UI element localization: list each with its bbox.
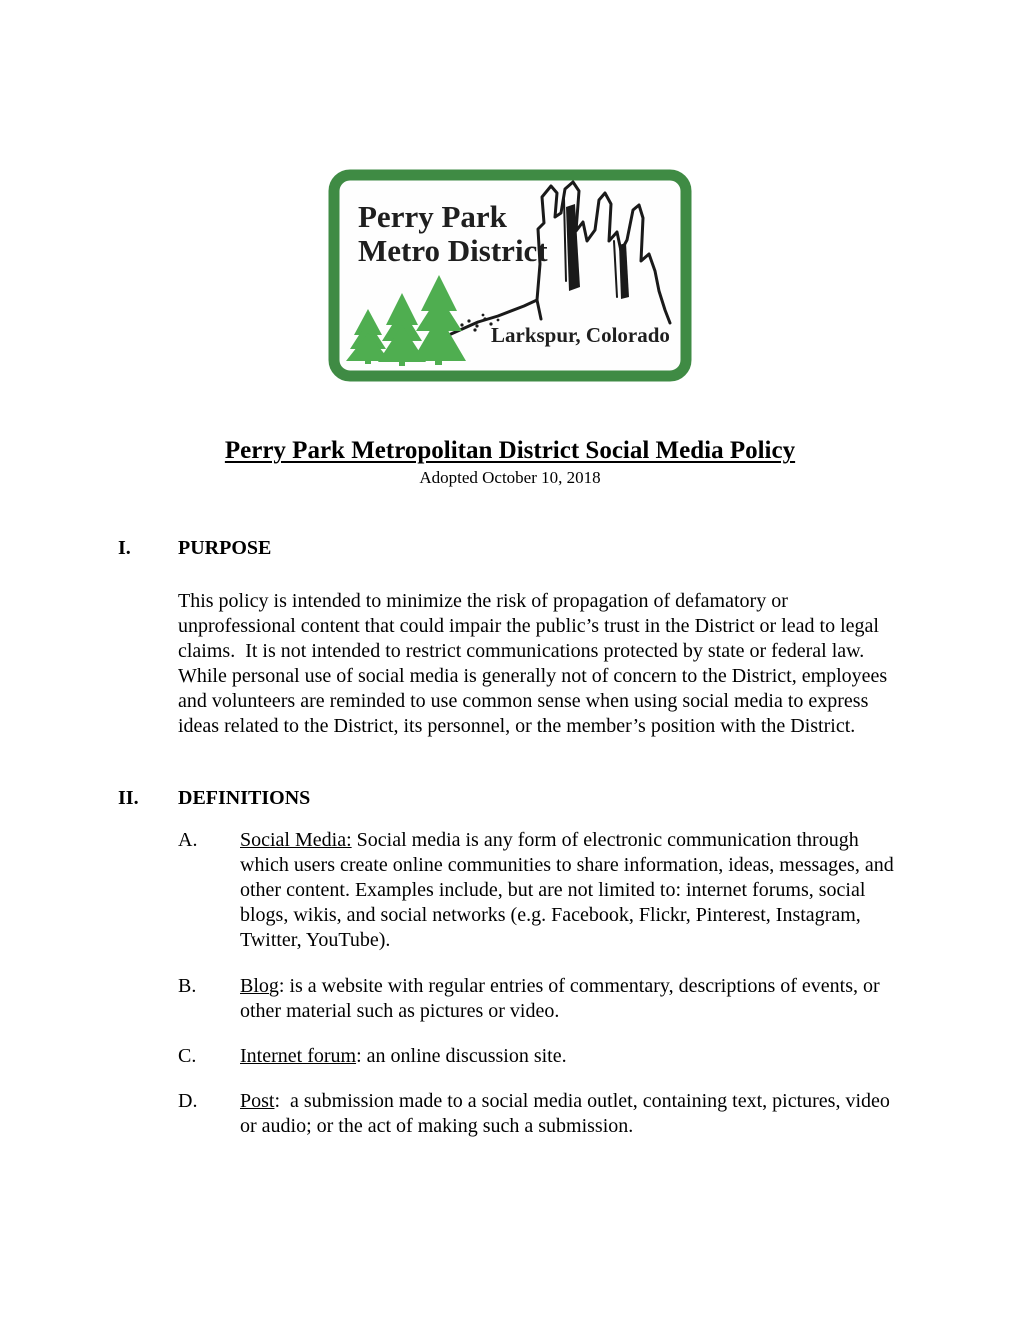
logo-location: Larkspur, Colorado [491, 323, 670, 347]
section-definitions-heading [118, 786, 310, 811]
item-text [240, 828, 899, 953]
item-letter: B. [178, 975, 197, 997]
title-block [0, 436, 1020, 488]
item-term: Internet forum [240, 1045, 357, 1067]
item-text [240, 1044, 896, 1069]
definition-item-blog [178, 974, 896, 1024]
section-title: PURPOSE [178, 537, 272, 559]
item-letter: D. [178, 1090, 198, 1112]
document-title: Perry Park Metropolitan District Social Media Policy [224, 437, 796, 464]
item-definition: : a submission made to a social media outlet, containing text, pictures, video or audio; or the act of making such a submission. [240, 1090, 895, 1137]
definition-item-post [178, 1089, 896, 1139]
district-logo [328, 169, 692, 382]
item-text [240, 974, 896, 1024]
section-number: II. [118, 787, 139, 809]
item-term: Blog [240, 975, 279, 997]
item-letter: C. [178, 1045, 197, 1067]
item-definition: : an online discussion site. [356, 1045, 567, 1067]
item-term: Social Media: [240, 829, 352, 851]
section-purpose-heading [118, 536, 271, 561]
item-definition: Social media is any form of electronic communication through which users create online communities to share information, ideas, messages, and other content. Examples include, but are not limited to: internet forums, social blogs, wikis, and social networks (e.g. Facebook, Flickr, Pinterest, Instagram, Twitter, YouTube). [240, 829, 899, 951]
definition-item-internet-forum [178, 1044, 896, 1069]
definition-item-social-media [178, 828, 899, 953]
logo-name-line1: Perry Park [358, 199, 507, 234]
section-number: I. [118, 537, 131, 559]
logo-name-line2: Metro District [358, 233, 548, 268]
document-subtitle: Adopted October 10, 2018 [419, 468, 601, 487]
purpose-paragraph: This policy is intended to minimize the risk of propagation of defamatory or unprofessional content that could impair the public’s trust in the District or lead to legal claims. It is not intended to restrict communications protected by state or federal law. While personal use of social media is generally not of concern to the District, employees and volunteers are reminded to use common sense when using social media to express ideas related to the District, its personnel, or the member’s position with the District. [178, 590, 893, 737]
section-title: DEFINITIONS [178, 787, 311, 809]
item-text [240, 1089, 896, 1139]
item-definition: : is a website with regular entries of commentary, descriptions of events, or other material such as pictures or video. [240, 975, 885, 1022]
logo-artwork [328, 169, 692, 382]
item-term: Post [240, 1090, 275, 1112]
item-letter: A. [178, 829, 198, 851]
